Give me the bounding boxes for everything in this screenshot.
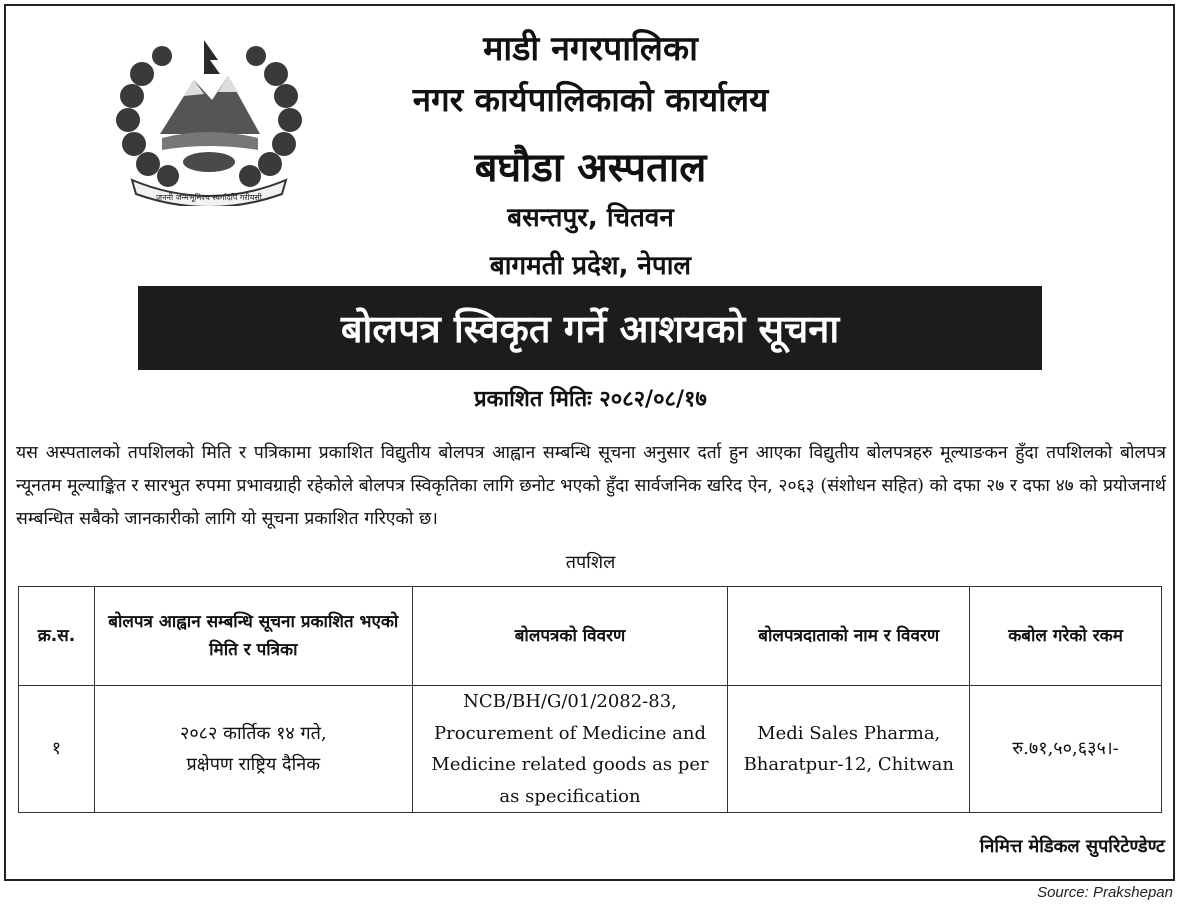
- cell-serial: १: [19, 686, 95, 813]
- table-header-row: [19, 587, 1162, 686]
- cell-bidder-name: Medi Sales Pharma, Bharatpur-12, Chitwan: [728, 686, 970, 813]
- office-name: नगर कार्यपालिकाको कार्यालय: [412, 80, 769, 119]
- cell-bid-description: NCB/BH/G/01/2082-83, Procurement of Medicine and Medicine related goods as per as specification: [412, 686, 728, 813]
- header-quoted-amount: कबोल गरेको रकम: [970, 587, 1162, 686]
- municipality-name: माडी नगरपालिका: [483, 29, 698, 69]
- table-row: [19, 686, 1162, 813]
- signatory-title: निमित्त मेडिकल सुपरिटेण्डेण्ट: [979, 836, 1165, 857]
- notice-body-text: यस अस्पतालको तपशिलको मिति र पत्रिकामा प्रकाशित विद्युतीय बोलपत्र आह्वान सम्बन्धि सूचना अनुसार दर्ता हुन आएका विद्युतीय बोलपत्रहरु मूल्याङकन हुँदा तपशिलको बोलपत्र न्यूनतम मूल्याङ्कित र सारभुत रुपमा प्रभावग्राही रहेकोले बोलपत्र स्विकृतिका लागि छनोट भएको हुँदा सार्वजनिक खरिद ऐन, २०६३ (संशोधन सहित) को दफा २७ र दफा ४७ को प्रयोजनार्थ सम्बन्धित सबैको जानकारीको लागि यो सूचना प्रकाशित गरिएको छ।: [16, 443, 1166, 529]
- header-serial: क्र.स.: [19, 587, 95, 686]
- cell-quoted-amount: रु.७१,५०,६३५।-: [970, 686, 1162, 813]
- hospital-name: बघौडा अस्पताल: [474, 145, 707, 191]
- source-credit: Source: Prakshepan: [1037, 884, 1173, 901]
- header-bid-description: बोलपत्रको विवरण: [412, 587, 728, 686]
- emblem-motto: जननी जन्मभूमिश्च स्वर्गादपि गरीयसी: [156, 193, 262, 202]
- published-date: प्रकाशित मितिः २०८२/०८/१७: [474, 387, 707, 412]
- notice-title-banner: बोलपत्र स्विकृत गर्ने आशयको सूचना: [138, 286, 1042, 370]
- province-line: बागमती प्रदेश, नेपाल: [489, 251, 692, 281]
- header-publication-info: बोलपत्र आह्वान सम्बन्धि सूचना प्रकाशित भएको मिति र पत्रिका: [94, 587, 412, 686]
- bid-details-table: [18, 586, 1162, 813]
- header-bidder-name: बोलपत्रदाताको नाम र विवरण: [728, 587, 970, 686]
- address-line: बसन्तपुर, चितवन: [507, 203, 674, 233]
- cell-publication-info: २०८२ कार्तिक १४ गते, प्रक्षेपण राष्ट्रिय दैनिक: [94, 686, 412, 813]
- table-caption: तपशिल: [565, 552, 616, 573]
